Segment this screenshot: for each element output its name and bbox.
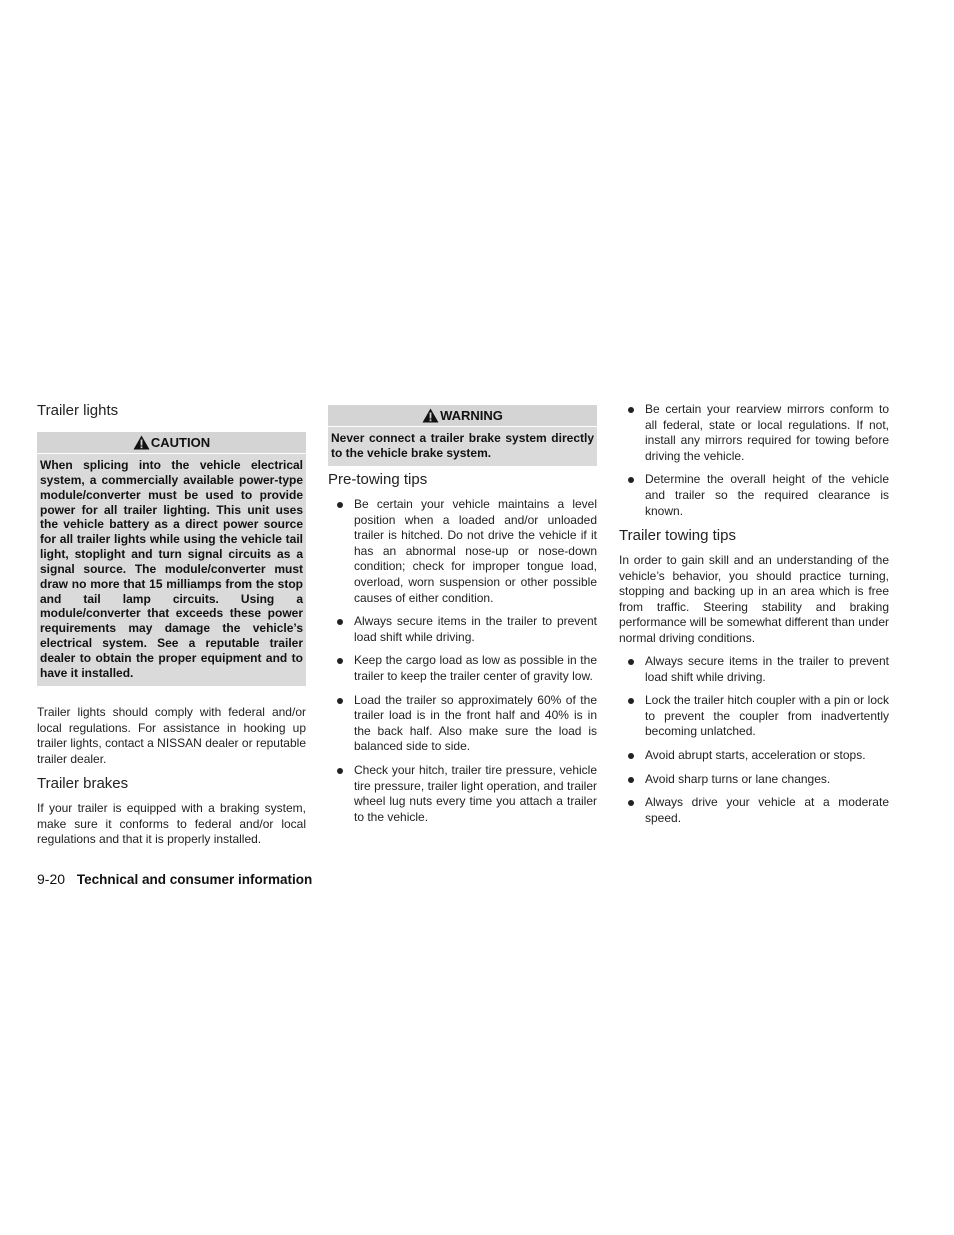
list-item: Keep the cargo load as low as possible in the trailer to keep the trailer center of gravity low.: [328, 653, 597, 684]
warning-triangle-icon: [133, 435, 150, 450]
towing-tips-list: [619, 654, 889, 834]
pre-towing-list: [328, 497, 597, 833]
list-item: Determine the overall height of the vehicle and trailer so the required clearance is known.: [619, 472, 889, 519]
list-item: Be certain your vehicle maintains a level position when a loaded and/or unloaded trailer is hitched. Do not drive the vehicle if it has an abnormal nose-up or nose-down condition; check for improper tongue load, overload, worn suspension or other possible causes of either condition.: [328, 497, 597, 606]
list-item: Avoid abrupt starts, acceleration or stops.: [619, 748, 889, 764]
bullet-icon: [628, 659, 634, 665]
list-item: Avoid sharp turns or lane changes.: [619, 772, 889, 788]
bullet-icon: [337, 658, 343, 664]
list-item: Load the trailer so approximately 60% of the trailer load is in the front half and 40% is in the back half. Also make sure the load is balanced side to side.: [328, 693, 597, 755]
bullet-icon: [337, 502, 343, 508]
warning-title: WARNING: [440, 408, 503, 423]
mirror-height-list: [619, 402, 889, 527]
bullet-icon: [628, 698, 634, 704]
list-item: Check your hitch, trailer tire pressure, vehicle tire pressure, trailer light operation, and trailer wheel lug nuts every time you attach a trailer to the vehicle.: [328, 763, 597, 825]
bullet-icon: [628, 477, 634, 483]
bullet-icon: [337, 698, 343, 704]
list-item: Be certain your rearview mirrors conform to all federal, state or local regulations. If not, install any mirrors required for towing before driving the vehicle.: [619, 402, 889, 464]
caution-title: CAUTION: [150, 435, 211, 450]
warning-body: Never connect a trailer brake system directly to the vehicle brake system.: [328, 426, 597, 466]
caution-title-bar: [37, 432, 306, 453]
warning-title-bar: [328, 405, 597, 426]
section-title: Technical and consumer information: [76, 872, 313, 887]
bullet-icon: [337, 619, 343, 625]
bullet-icon: [628, 753, 634, 759]
bullet-icon: [628, 777, 634, 783]
list-item: Lock the trailer hitch coupler with a pin or lock to prevent the coupler from inadvertently becoming unlatched.: [619, 693, 889, 740]
warning-box: [328, 405, 597, 466]
bullet-icon: [337, 768, 343, 774]
bullet-icon: [628, 407, 634, 413]
list-item: Always secure items in the trailer to prevent load shift while driving.: [619, 654, 889, 685]
list-item: Always drive your vehicle at a moderate speed.: [619, 795, 889, 826]
trailer-lights-heading: Trailer lights: [37, 402, 119, 419]
towing-tips-heading: Trailer towing tips: [619, 527, 736, 544]
trailer-brakes-text: If your trailer is equipped with a braking system, make sure it conforms to federal and/or local regulations and that it is properly installed.: [37, 801, 306, 847]
list-item: Always secure items in the trailer to prevent load shift while driving.: [328, 614, 597, 645]
trailer-brakes-heading: Trailer brakes: [37, 775, 129, 792]
caution-body: When splicing into the vehicle electrical system, a commercially available power-type module/converter must be used to provide power for all trailer lighting. This unit uses the vehicle battery as a direct power source for all trailer lights while using the vehicle tail light, stoplight and turn signal circuits as a signal source. The module/converter must draw no more that 15 milliamps from the stop and tail lamp circuits. Using a module/converter that exceeds these power requirements may damage the vehicle’s electrical system. See a reputable trailer dealer to obtain the proper equipment and to have it installed.: [37, 453, 306, 686]
bullet-icon: [628, 800, 634, 806]
pre-towing-heading: Pre-towing tips: [328, 471, 428, 488]
caution-box: [37, 432, 306, 686]
warning-triangle-icon: [422, 408, 439, 423]
towing-tips-text: In order to gain skill and an understanding of the vehicle’s behavior, you should practice turning, stopping and backing up in an area which is free from traffic. Steering stability and braking performance will be somewhat different than under normal driving conditions.: [619, 553, 889, 645]
page-number: 9-20: [37, 871, 66, 887]
page-footer: [37, 871, 312, 887]
trailer-lights-text: Trailer lights should comply with federal and/or local regulations. For assistance in hooking up trailer lights, contact a NISSAN dealer or reputable trailer dealer.: [37, 705, 306, 766]
